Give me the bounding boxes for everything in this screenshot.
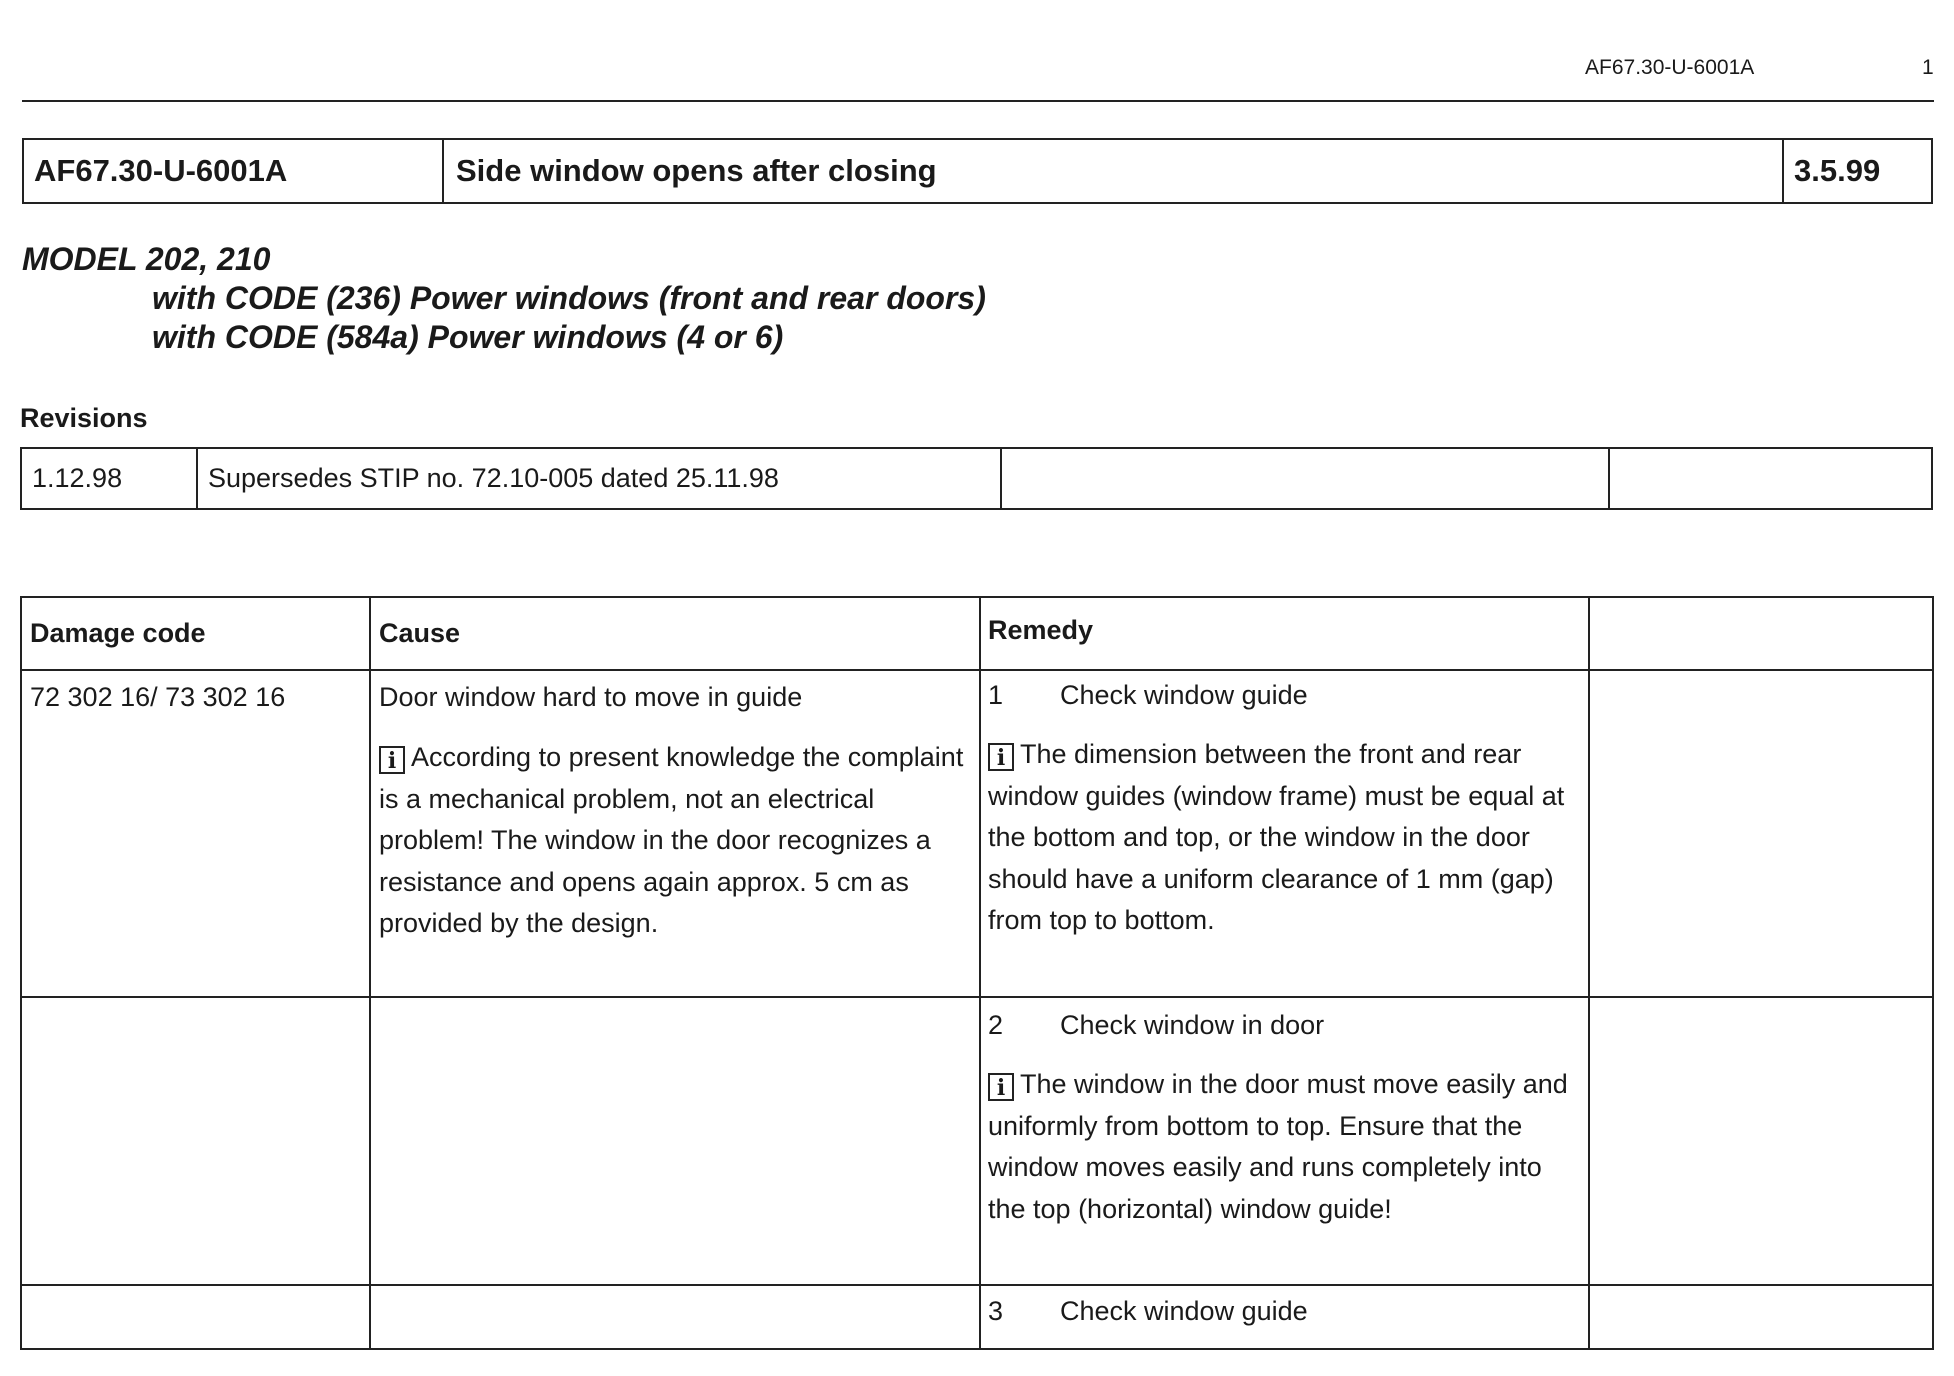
remedy-step-title: Check window in door [1060,1010,1325,1040]
remedy-note-text: The window in the door must move easily and uniformly from bottom to top. Ensure that the window moves easily and runs completely into the top (horizontal) window guide! [988,1069,1568,1224]
damage-table [20,596,1934,1350]
remedy-note [988,1064,1578,1230]
title-code: AF67.30-U-6001A [34,153,288,188]
cause-note [379,737,971,945]
remedy-step-title: Check window guide [1060,680,1308,710]
model-line: MODEL 202, 210 [22,241,271,277]
remedy-step-number: 3 [988,1296,1004,1326]
header-page-number: 1 [1922,56,1934,79]
cause-note-text: According to present knowledge the complaint is a mechanical problem, not an electrical problem! The window in the door recognizes a resistance and opens again approx. 5 cm as provided by the design. [379,742,964,938]
revisions-label: Revisions [20,403,148,433]
remedy-note [988,734,1578,942]
row-divider [22,1284,1932,1286]
column-divider [979,598,981,1348]
title-text: Side window opens after closing [442,140,1782,202]
row-divider [22,996,1932,998]
info-icon: i [988,743,1014,771]
remedy-step [988,1010,1324,1041]
header-cause: Cause [379,618,461,648]
revision-text: Supersedes STIP no. 72.10-005 dated 25.11.98 [196,449,1000,508]
remedy-step-number: 2 [988,1010,1004,1040]
header-doc-code: AF67.30-U-6001A [1585,56,1755,79]
column-divider [369,598,371,1348]
revision-date: 1.12.98 [32,463,123,493]
remedy-step [988,680,1308,711]
header-rule [22,100,1934,102]
header-damage-code: Damage code [30,618,206,648]
remedy-step-title: Check window guide [1060,1296,1308,1326]
title-date: 3.5.99 [1782,140,1931,202]
remedy-step-number: 1 [988,680,1004,710]
cause-title: Door window hard to move in guide [379,682,803,712]
remedy-note-text: The dimension between the front and rear window guides (window frame) must be equal at the bottom and top, or the window in the door should have a uniform clearance of 1 mm (gap) from top to bottom. [988,739,1565,935]
column-divider [1588,598,1590,1348]
model-code-236: with CODE (236) Power windows (front and rear doors) [152,280,986,316]
info-icon: i [379,746,405,774]
revisions-table [20,447,1933,510]
damage-code: 72 302 16/ 73 302 16 [30,682,286,712]
title-table [22,138,1933,204]
revision-empty-cell [1000,449,1608,508]
info-icon: i [988,1073,1014,1101]
remedy-step [988,1296,1308,1327]
model-code-584a: with CODE (584a) Power windows (4 or 6) [152,319,784,355]
header-remedy: Remedy [988,615,1094,645]
row-divider [22,669,1932,671]
revision-empty-cell [1608,449,1931,508]
